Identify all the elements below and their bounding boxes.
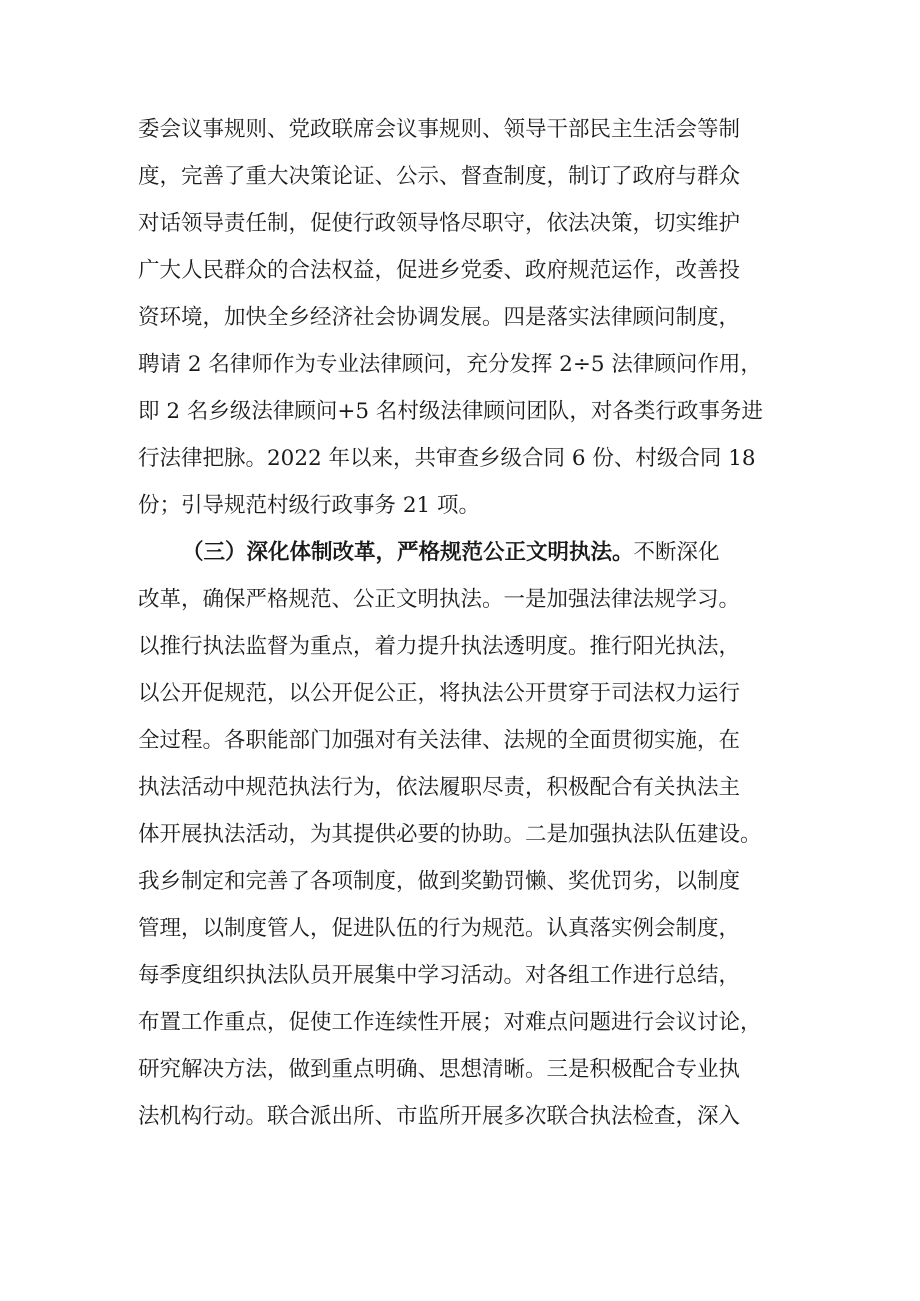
body-line-3: 对话领导责任制，促使行政领导恪尽职守，依法决策，切实维护 bbox=[138, 211, 741, 236]
section-heading-tail: 不断深化 bbox=[633, 540, 720, 565]
section-line-1: 改革，确保严格规范、公正文明执法。一是加强法律法规学习。 bbox=[138, 587, 741, 612]
body-line-4: 广大人民群众的合法权益，促进乡党委、政府规范运作，改善投 bbox=[138, 258, 741, 283]
section-line-10: 布置工作重点，促使工作连续性开展；对难点问题进行会议讨论， bbox=[138, 1010, 762, 1035]
section-heading-line bbox=[182, 542, 842, 564]
body-line-8: 行法律把脉。2022 年以来，共审查乡级合同 6 份、村级合同 18 bbox=[138, 446, 756, 471]
body-line-7: 即 2 名乡级法律顾问+5 名村级法律顾问团队，对各类行政事务进 bbox=[138, 399, 763, 424]
section-line-4: 全过程。各职能部门加强对有关法律、法规的全面贯彻实施，在 bbox=[138, 728, 741, 753]
body-line-2: 度，完善了重大决策论证、公示、督查制度，制订了政府与群众 bbox=[138, 164, 741, 189]
section-line-12: 法机构行动。联合派出所、市监所开展多次联合执法检查，深入 bbox=[138, 1104, 741, 1129]
section-line-7: 我乡制定和完善了各项制度，做到奖勤罚懒、奖优罚劣，以制度 bbox=[138, 869, 741, 894]
section-line-2: 以推行执法监督为重点，着力提升执法透明度。推行阳光执法， bbox=[138, 634, 741, 659]
section-line-3: 以公开促规范，以公开促公正，将执法公开贯穿于司法权力运行 bbox=[138, 681, 741, 706]
body-line-1: 委会议事规则、党政联席会议事规则、领导干部民主生活会等制 bbox=[138, 117, 741, 142]
section-line-11: 研究解决方法，做到重点明确、思想清晰。三是积极配合专业执 bbox=[138, 1057, 741, 1082]
section-line-9: 每季度组织执法队员开展集中学习活动。对各组工作进行总结， bbox=[138, 963, 741, 988]
section-line-6: 体开展执法活动，为其提供必要的协助。二是加强执法队伍建设。 bbox=[138, 822, 762, 847]
body-line-5: 资环境，加快全乡经济社会协调发展。四是落实法律顾问制度， bbox=[138, 305, 741, 330]
section-line-8: 管理，以制度管人，促进队伍的行为规范。认真落实例会制度， bbox=[138, 916, 741, 941]
section-heading: （三）深化体制改革，严格规范公正文明执法。 bbox=[182, 540, 634, 565]
body-line-9: 份；引导规范村级行政事务 21 项。 bbox=[138, 493, 481, 518]
body-line-6: 聘请 2 名律师作为专业法律顾问，充分发挥 2÷5 法律顾问作用， bbox=[138, 352, 762, 377]
section-line-5: 执法活动中规范执法行为，依法履职尽责，积极配合有关执法主 bbox=[138, 775, 741, 800]
